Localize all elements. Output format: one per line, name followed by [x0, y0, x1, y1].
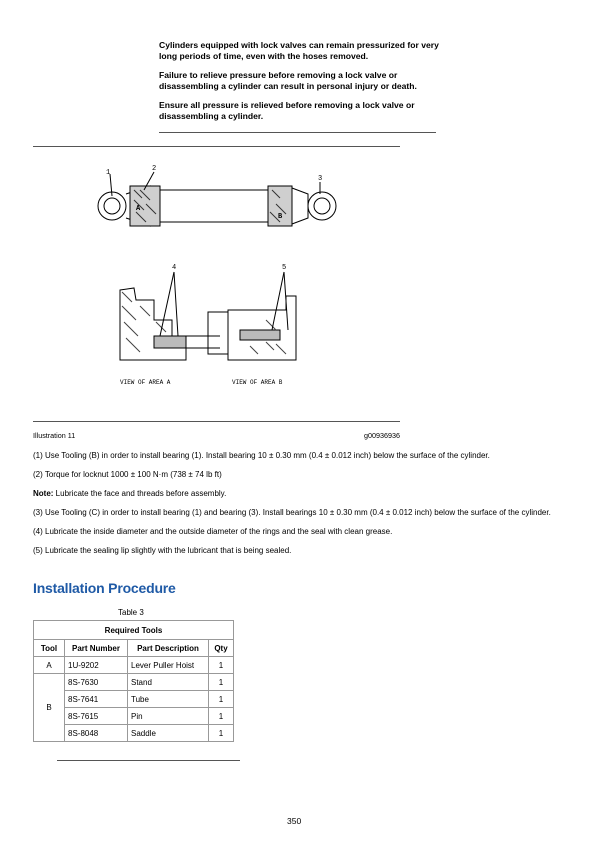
col-qty: Qty	[209, 640, 234, 657]
step-5: (5) Lubricate the sealing lip slightly with the lubricant that is being sealed.	[33, 546, 292, 555]
view-area-b-label: VIEW OF AREA B	[232, 379, 283, 386]
col-tool: Tool	[34, 640, 65, 657]
table-caption: Table 3	[118, 608, 144, 617]
warning-divider	[159, 132, 436, 133]
view-area-a-label: VIEW OF AREA A	[120, 379, 171, 386]
warning-text-3: Ensure all pressure is relieved before removing a lock valve or disassembling a cylinder.	[159, 100, 415, 121]
illustration-caption: Illustration 11	[33, 431, 76, 440]
part-description-cell: Lever Puller Hoist	[128, 657, 209, 674]
callout-3: 3	[318, 175, 323, 183]
footer-divider	[57, 760, 240, 761]
warning-block	[159, 40, 449, 122]
qty-cell: 1	[209, 674, 234, 691]
step-4: (4) Lubricate the inside diameter and the outside diameter of the rings and the seal with clean grease.	[33, 527, 393, 536]
view-area-b-drawing	[208, 272, 296, 360]
required-tools-table	[33, 620, 234, 742]
tool-cell: B	[34, 674, 65, 742]
view-area-a-drawing	[120, 272, 220, 360]
note	[33, 489, 563, 499]
note-text: Lubricate the face and threads before assembly.	[53, 489, 227, 498]
qty-cell: 1	[209, 691, 234, 708]
part-number-cell: 8S-8048	[65, 725, 128, 742]
warning-text-2: Failure to relieve pressure before removing a lock valve or disassembling a cylinder can result in personal injury or death.	[159, 70, 417, 91]
callout-2: 2	[152, 165, 157, 173]
tool-cell: A	[34, 657, 65, 674]
table-row	[34, 674, 234, 691]
part-number-cell: 8S-7630	[65, 674, 128, 691]
callout-5: 5	[282, 264, 287, 272]
illustration-id: g00936936	[364, 431, 400, 440]
step-3: (3) Use Tooling (C) in order to install bearing (1) and bearing (3). Install bearings 10 ± 0.30 mm (0.4 ± 0.012 inch) below the surface of the cylinder.	[33, 508, 551, 517]
callout-1: 1	[106, 169, 111, 177]
part-description-cell: Stand	[128, 674, 209, 691]
qty-cell: 1	[209, 657, 234, 674]
part-number-cell: 8S-7615	[65, 708, 128, 725]
note-label: Note:	[33, 489, 54, 498]
part-number-cell: 1U-9202	[65, 657, 128, 674]
col-part-number: Part Number	[65, 640, 128, 657]
part-description-cell: Tube	[128, 691, 209, 708]
section-title: Installation Procedure	[33, 580, 176, 596]
callout-4: 4	[172, 264, 177, 272]
step-2: (2) Torque for locknut 1000 ± 100 N·m (738 ± 74 lb ft)	[33, 470, 222, 479]
step-1: (1) Use Tooling (B) in order to install bearing (1). Install bearing 10 ± 0.30 mm (0.4 ± 0.012 inch) below the surface of the cylinder.	[33, 451, 490, 460]
cylinder-illustration	[90, 160, 350, 395]
area-b-label: B	[278, 213, 283, 221]
part-number-cell: 8S-7641	[65, 691, 128, 708]
area-a-label: A	[136, 205, 141, 213]
table-row	[34, 657, 234, 674]
qty-cell: 1	[209, 708, 234, 725]
part-description-cell: Saddle	[128, 725, 209, 742]
procedure-steps	[33, 451, 563, 556]
illustration-bottom-divider	[33, 421, 400, 422]
col-part-description: Part Description	[128, 640, 209, 657]
illustration-top-divider	[33, 146, 400, 147]
table-title: Required Tools	[34, 621, 234, 640]
part-description-cell: Pin	[128, 708, 209, 725]
cylinder-assembly-drawing	[98, 172, 336, 226]
warning-text-1: Cylinders equipped with lock valves can remain pressurized for very long periods of time, even with the hoses removed.	[159, 40, 439, 61]
qty-cell: 1	[209, 725, 234, 742]
page-number: 350	[287, 816, 302, 826]
